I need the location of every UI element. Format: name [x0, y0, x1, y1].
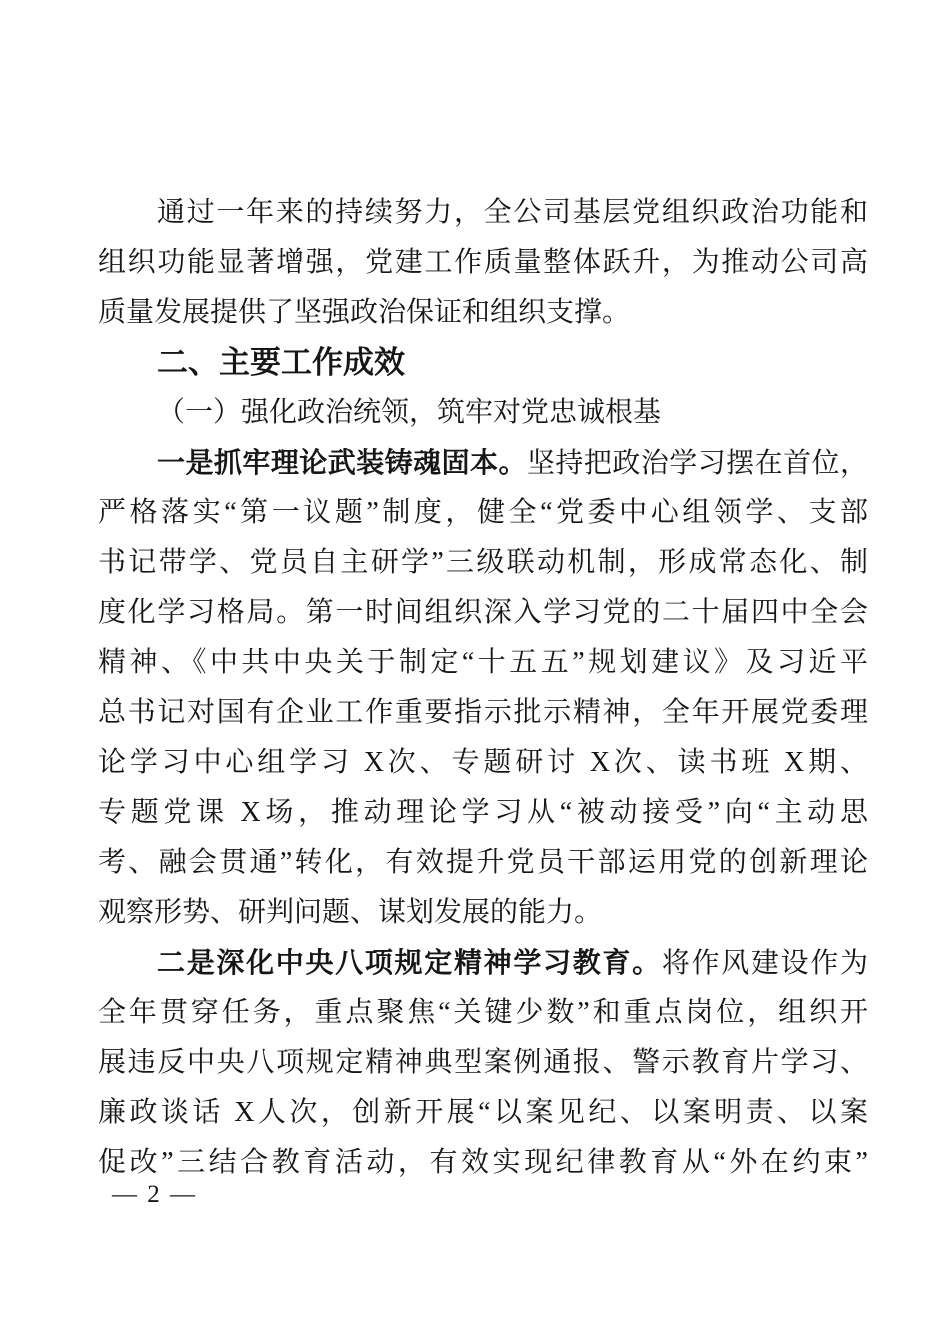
text-segment: 组织功能显著增强，党建工作质量整体跃升，为推动公司高	[98, 247, 868, 278]
paragraph-line	[98, 688, 868, 738]
text-segment: 度化学习格局。第一时间组织深入学习党的二十届四中全会	[98, 597, 868, 628]
paragraph-line	[98, 588, 868, 638]
paragraph-line	[98, 838, 868, 888]
lead-emphasis-text: 一是抓牢理论武装铸魂固本。	[157, 447, 527, 478]
paragraph-line	[98, 888, 868, 938]
text-segment: 总书记对国有企业工作重要指示批示精神，全年开展党委理	[98, 697, 868, 728]
paragraph-line	[98, 738, 868, 788]
paragraph-line	[98, 538, 868, 588]
subsection-heading-line	[98, 388, 868, 438]
text-segment: 严格落实“第一议题”制度，健全“党委中心组领学、支部	[98, 497, 868, 528]
paragraph-line	[98, 238, 868, 288]
paragraph-line	[98, 488, 868, 538]
text-segment: 廉政谈话 X人次，创新开展“以案见纪、以案明责、以案	[98, 1097, 868, 1128]
text-segment: 坚持把政治学习摆在首位，	[526, 448, 868, 479]
text-segment: （一）强化政治统领，筑牢对党忠诚根基	[157, 397, 662, 428]
paragraph-line	[98, 638, 868, 688]
text-segment: 二、主要工作成效	[157, 345, 405, 380]
page-number: — 2 —	[112, 1181, 197, 1208]
text-segment: 精神、《中共中央关于制定“十五五”规划建议》及习近平	[98, 647, 868, 678]
paragraph-line	[98, 988, 868, 1038]
page-footer	[112, 1178, 197, 1212]
lead-emphasis-text: 二是深化中央八项规定精神学习教育。	[157, 947, 662, 978]
text-segment: 观察形势、研判问题、谋划发展的能力。	[98, 897, 603, 928]
text-segment: 全年贯穿任务，重点聚焦“关键少数”和重点岗位，组织开	[98, 997, 868, 1028]
text-segment: 书记带学、党员自主研学”三级联动机制，形成常态化、制	[98, 547, 868, 578]
text-segment: 专题党课 X场，推动理论学习从“被动接受”向“主动思	[98, 797, 868, 828]
paragraph-line	[98, 788, 868, 838]
document-body	[98, 188, 868, 1188]
paragraph-line	[98, 1088, 868, 1138]
paragraph-line	[98, 938, 868, 988]
text-segment: 考、融会贯通”转化，有效提升党员干部运用党的创新理论	[98, 847, 868, 878]
paragraph-line	[98, 1138, 868, 1188]
text-segment: 将作风建设作为	[661, 948, 868, 979]
paragraph-line	[98, 188, 868, 238]
paragraph-line	[98, 1038, 868, 1088]
text-segment: 论学习中心组学习 X次、专题研讨 X次、读书班 X期、	[98, 747, 868, 778]
text-segment: 通过一年来的持续努力，全公司基层党组织政治功能和	[157, 197, 868, 228]
text-segment: 质量发展提供了坚强政治保证和组织支撑。	[98, 297, 631, 328]
text-segment: 展违反中央八项规定精神典型案例通报、警示教育片学习、	[98, 1047, 868, 1078]
paragraph-line	[98, 288, 868, 338]
section-heading-line	[98, 338, 868, 388]
text-segment: 促改”三结合教育活动，有效实现纪律教育从“外在约束”	[98, 1147, 868, 1178]
paragraph-line	[98, 438, 868, 488]
